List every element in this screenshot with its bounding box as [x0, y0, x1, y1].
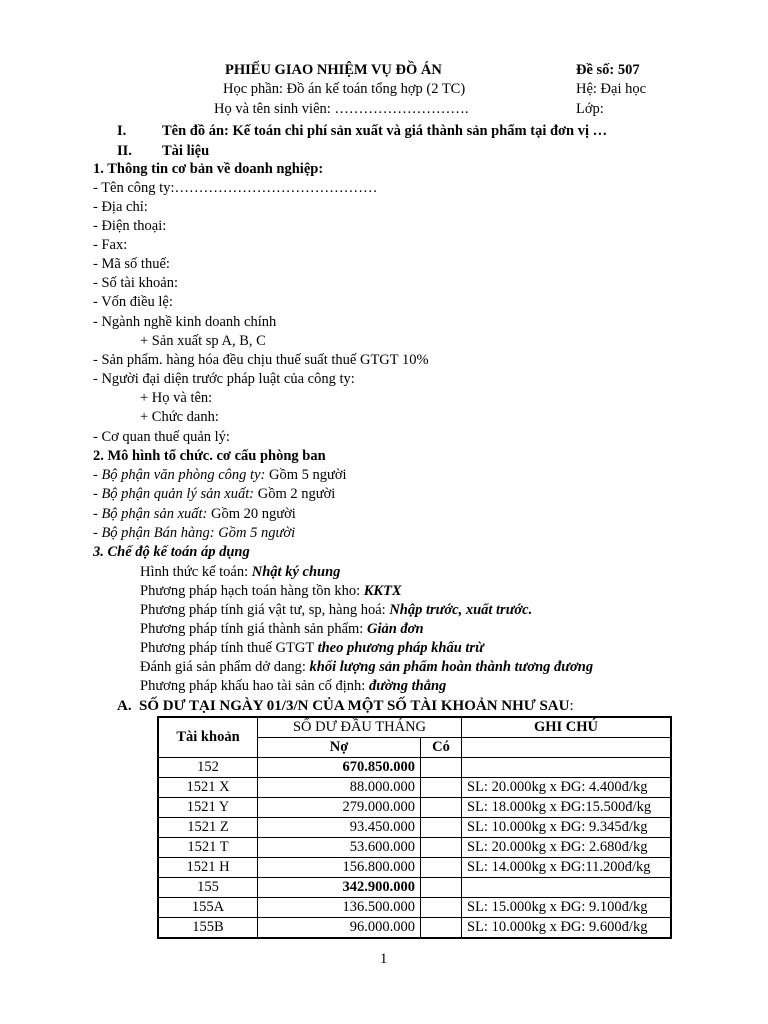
cell-debit: 156.800.000 [258, 858, 421, 878]
policy-item [140, 658, 593, 677]
section-1-number: I. [117, 123, 127, 139]
org-office [93, 466, 347, 485]
policy-item-label: Phương pháp tính thuế GTGT [140, 640, 318, 656]
cell-credit [421, 898, 462, 918]
page-number: 1 [380, 951, 388, 967]
table-row [158, 898, 671, 918]
cell-account: 1521 T [158, 838, 258, 858]
org-heading: 2. Mô hình tổ chức. cơ cấu phòng ban [93, 448, 326, 464]
cell-debit: 96.000.000 [258, 918, 421, 939]
header-opening-balance: SỐ DƯ ĐẦU THÁNG [258, 717, 462, 738]
cell-debit: 53.600.000 [258, 838, 421, 858]
company-production: + Sản xuất sp A, B, C [140, 333, 266, 349]
company-capital: - Vốn điều lệ: [93, 294, 173, 310]
policy-item-label: Phương pháp tính giá thành sản phẩm: [140, 621, 367, 637]
company-info-heading: 1. Thông tin cơ bản về doanh nghiệp: [93, 161, 324, 177]
company-account: - Số tài khoản: [93, 275, 178, 291]
cell-debit: 93.450.000 [258, 818, 421, 838]
table-row [158, 758, 671, 778]
cell-account: 1521 H [158, 858, 258, 878]
policy-item-value: đường thẳng [368, 678, 447, 694]
table-row [158, 798, 671, 818]
policy-item-value: Nhật ký chung [251, 564, 341, 580]
company-representative: - Người đại diện trước pháp luật của công ty: [93, 371, 355, 387]
cell-note [462, 758, 672, 778]
class-line: Lớp: [576, 101, 604, 117]
org-production [93, 505, 296, 524]
policy-item-label: Hình thức kế toán: [140, 564, 252, 580]
policy-item-label: Phương pháp khấu hao tài sản cố định: [140, 678, 369, 694]
org-production-label: - Bộ phận sản xuất: [93, 506, 208, 522]
cell-credit [421, 878, 462, 898]
header-debit: Nợ [258, 738, 421, 758]
org-production-value: Gồm 20 người [207, 506, 296, 522]
cell-account: 1521 Z [158, 818, 258, 838]
cell-note: SL: 10.000kg x ĐG: 9.600đ/kg [462, 918, 672, 939]
cell-note: SL: 18.000kg x ĐG:15.500đ/kg [462, 798, 672, 818]
table-row [158, 918, 671, 939]
representative-title: + Chức danh: [140, 409, 219, 425]
cell-debit: 342.900.000 [258, 878, 421, 898]
cell-credit [421, 838, 462, 858]
table-header-row [158, 717, 671, 738]
section-a-colon: : [569, 698, 574, 714]
org-office-label: - Bộ phận văn phòng công ty: [93, 467, 266, 483]
header-credit: Có [421, 738, 462, 758]
company-fax: - Fax: [93, 237, 128, 253]
cell-account: 155B [158, 918, 258, 939]
company-phone: - Điện thoại: [93, 218, 167, 234]
table-row [158, 838, 671, 858]
policy-item [140, 639, 484, 658]
policy-item [140, 601, 532, 620]
org-office-value: Gồm 5 người [265, 467, 347, 483]
org-sales: - Bộ phận Bán hàng: Gồm 5 người [93, 525, 296, 541]
header-note-empty [462, 738, 672, 758]
student-name-line: Họ và tên sinh viên: ………………………. [214, 101, 469, 117]
table-row [158, 878, 671, 898]
tax-office: - Cơ quan thuế quản lý: [93, 429, 230, 445]
policy-item-value: khối lượng sản phẩm hoàn thành tương đương [309, 659, 594, 675]
cell-note: SL: 14.000kg x ĐG:11.200đ/kg [462, 858, 672, 878]
policy-item-value: Giản đơn [366, 621, 424, 637]
cell-account: 152 [158, 758, 258, 778]
section-2-title: Tài liệu [162, 143, 210, 159]
cell-account: 155 [158, 878, 258, 898]
org-production-mgmt-label: - Bộ phận quản lý sản xuất: [93, 486, 255, 502]
table-row [158, 818, 671, 838]
cell-note: SL: 10.000kg x ĐG: 9.345đ/kg [462, 818, 672, 838]
org-production-mgmt-value: Gồm 2 người [254, 486, 336, 502]
policy-item-label: Phương pháp hạch toán hàng tồn kho: [140, 583, 364, 599]
course-name: Học phần: Đồ án kế toán tổng hợp (2 TC) [223, 81, 466, 97]
table-row [158, 858, 671, 878]
cell-debit: 279.000.000 [258, 798, 421, 818]
cell-note: SL: 20.000kg x ĐG: 4.400đ/kg [462, 778, 672, 798]
cell-debit: 670.850.000 [258, 758, 421, 778]
opening-balance-table [157, 716, 672, 939]
policy-item-label: Phương pháp tính giá vật tư, sp, hàng hoá: [140, 602, 390, 618]
policy-item-value: Nhập trước, xuất trước. [389, 602, 533, 618]
cell-note: SL: 20.000kg x ĐG: 2.680đ/kg [462, 838, 672, 858]
company-vat: - Sản phẩm. hàng hóa đều chịu thuế suất thuế GTGT 10% [93, 352, 429, 368]
page-title: PHIẾU GIAO NHIỆM VỤ ĐỒ ÁN [225, 62, 442, 78]
company-tax-code: - Mã số thuế: [93, 256, 170, 272]
cell-credit [421, 918, 462, 939]
cell-account: 155A [158, 898, 258, 918]
cell-account: 1521 X [158, 778, 258, 798]
section-a-title-text: SỐ DƯ TẠI NGÀY 01/3/N CỦA MỘT SỐ TÀI KHOẢN NHƯ SAU [139, 698, 570, 714]
cell-note: SL: 15.000kg x ĐG: 9.100đ/kg [462, 898, 672, 918]
cell-credit [421, 778, 462, 798]
header-note: GHI CHÚ [462, 717, 672, 738]
education-system: Hệ: Đại học [576, 81, 647, 97]
policy-item-value: KKTX [363, 583, 402, 599]
policy-item [140, 582, 402, 601]
representative-name: + Họ và tên: [140, 390, 213, 406]
exam-number: Đề số: 507 [576, 62, 640, 78]
section-1-title: Tên đồ án: Kế toán chi phí sản xuất và giá thành sản phẩm tại đơn vị … [162, 123, 608, 139]
company-name: - Tên công ty:…………………………………… [93, 180, 378, 196]
cell-credit [421, 818, 462, 838]
policy-item [140, 563, 340, 582]
company-business: - Ngành nghề kinh doanh chính [93, 314, 277, 330]
table-row [158, 778, 671, 798]
company-address: - Địa chỉ: [93, 199, 148, 215]
policy-item [140, 677, 446, 696]
policy-heading: 3. Chế độ kế toán áp dụng [93, 544, 250, 560]
section-a-number: A. [117, 698, 132, 714]
policy-item-value: theo phương pháp khấu trừ [317, 640, 484, 656]
cell-debit: 136.500.000 [258, 898, 421, 918]
section-2-number: II. [117, 143, 132, 159]
org-production-mgmt [93, 485, 335, 504]
section-a-title [139, 697, 574, 716]
cell-account: 1521 Y [158, 798, 258, 818]
cell-credit [421, 858, 462, 878]
policy-item [140, 620, 424, 639]
cell-note [462, 878, 672, 898]
cell-debit: 88.000.000 [258, 778, 421, 798]
cell-credit [421, 758, 462, 778]
policy-item-label: Đánh giá sản phẩm dở dang: [140, 659, 310, 675]
header-account: Tài khoản [158, 717, 258, 758]
cell-credit [421, 798, 462, 818]
